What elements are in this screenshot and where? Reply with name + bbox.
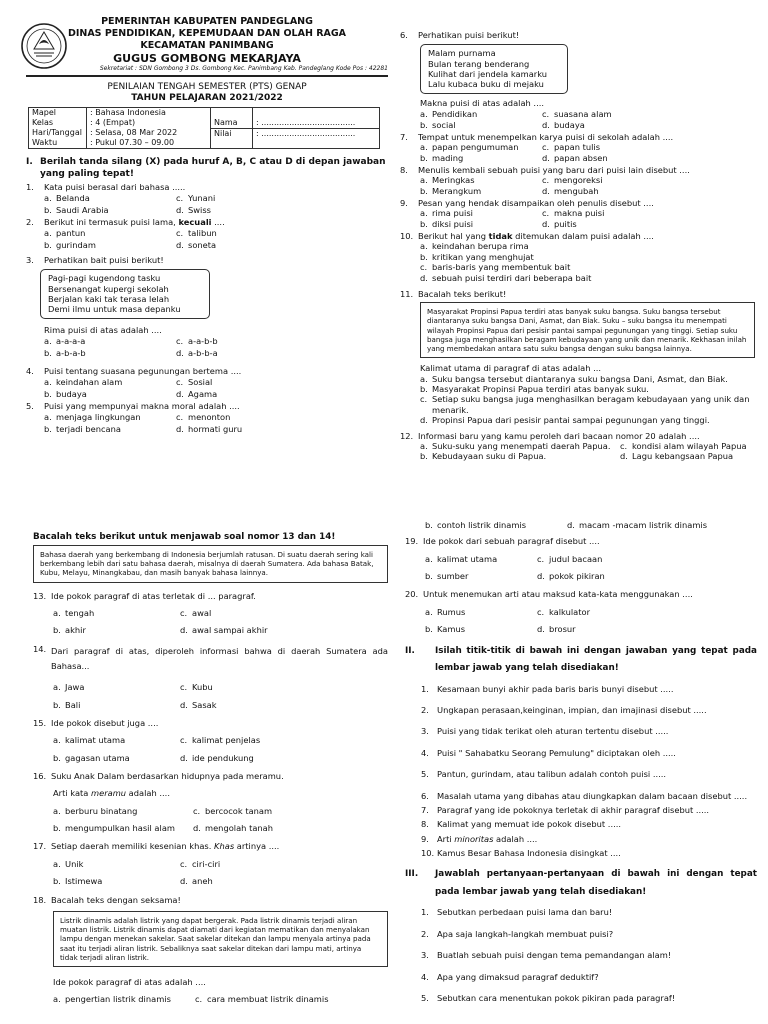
fill-item-number: 1. [421,683,429,694]
option[interactable]: brosur [549,624,576,635]
fill-item-text: Paragraf yang ide pokoknya terletak di akhir paragraf disebut ..... [437,804,710,815]
option[interactable]: kalimat utama [437,553,498,564]
fill-item [405,834,757,844]
option[interactable]: Jawa [65,682,85,693]
option[interactable]: Saudi Arabia [56,204,109,215]
poem-box-6: Malam purnama Bulan terang benderang Kulihat dari jendela kamarku Lalu kubaca buku di mejaku [420,44,568,93]
question-10: 10. Berikut hal yang tidak ditemukan dalam puisi adalah .... [400,231,654,242]
option[interactable]: Istimewa [65,876,103,887]
option[interactable]: rima puisi [432,208,473,219]
question-4: 4. Puisi tentang suasana pegunungan bertema .... [26,365,242,376]
fill-item-text: Kalimat yang memuat ide pokok disebut ..... [437,819,621,830]
option[interactable]: papan tulis [554,142,601,153]
fill-item [405,748,757,758]
fill-item-number: 9. [421,833,429,844]
sekretariat: Sekretariat : SDN Gombong 3 Ds. Gombong Kec. Panimbang Kab. Pandeglang Kode Pos : 42281 [26,65,388,77]
fill-item-number: 10. [421,847,435,858]
fill-item [405,684,757,694]
option[interactable]: mading [432,152,464,163]
fill-item [405,819,757,829]
fill-item-number: 5. [421,769,429,780]
option[interactable]: a-a-b-b [188,336,218,347]
question-16: 16. Suku Anak Dalam berdasarkan hidupnya pada meramu. [33,771,284,782]
option[interactable]: Setiap suku bangsa juga menghasilkan beragam kebudayaan yang unik dan menarik. [432,394,750,415]
fill-item-number: 3. [421,726,429,737]
section-2-heading: II. Isilah titik-titik di bawah ini dengan jawaban yang tepat pada lembar jawab yang telah disediakan! [405,643,757,678]
option[interactable]: Suku bangsa tersebut diantaranya suku bangsa Dani, Asmat, dan Biak. [432,373,728,384]
fill-item [405,993,757,1003]
question-7: 7. Tempat untuk menempelkan karya puisi di sekolah adalah .... [400,131,674,142]
exam-year: TAHUN PELAJARAN 2021/2022 [131,93,283,104]
nilai-label: Nilai [211,128,253,149]
fill-item-text: Apa saja langkah-langkah membuat puisi? [437,928,614,939]
option[interactable]: a-b-a-b [56,347,86,358]
option[interactable]: social [432,119,456,130]
section-1-heading: I. Berilah tanda silang (X) pada huruf A, B, C atau D di depan jawaban yang paling tepat! [26,157,388,180]
question-19: 19. Ide pokok dari sebuah paragraf disebut .... [405,536,600,547]
letterhead-line1: PEMERINTAH KABUPATEN PANDEGLANG [101,16,313,27]
kelas-value: : 4 (Empat) [87,118,211,128]
question-2: 2. Berikut ini termasuk puisi lama, kecuali .... [26,216,225,227]
fill-item [405,805,757,815]
fill-item [405,726,757,736]
option[interactable]: soneta [188,239,217,250]
question-18: 18. Bacalah teks dengan seksama! [33,894,181,905]
option[interactable]: Masyarakat Propinsi Papua terdiri atas banyak suku. [432,384,649,395]
fill-item-number: 4. [421,747,429,758]
question-5: 5. Puisi yang mempunyai makna moral adalah .... [26,400,240,411]
option[interactable]: Sasak [192,699,217,710]
option[interactable]: mengolah tanah [205,823,274,834]
option[interactable]: cara membuat listrik dinamis [207,994,329,1005]
option[interactable]: a-a-a-a [56,336,86,347]
option[interactable]: Kubu [192,682,213,693]
option[interactable]: a-b-b-a [188,347,218,358]
fill-item-text: Puisi yang tidak terikat oleh aturan tertentu disebut ..... [437,726,669,737]
fill-item-text: Apa yang dimaksud paragraf deduktif? [437,971,599,982]
question-20: 20. Untuk menemukan arti atau maksud kata-kata menggunakan .... [405,589,693,600]
option[interactable]: tengah [65,608,95,618]
option[interactable]: mengumpulkan hasil alam [65,823,175,834]
reading-box-11: Masyarakat Propinsi Papua terdiri atas banyak suku bangsa. Suku bangsa tersebut diantaranya suku bangsa Dani, Asmat, dan Biak. Suku – suku bangsa itu menempati wilayah Propinsi Papua dari pesisir pantai sampai pegunungan yang tinggi. Setiap suku bangsa juga menghasilkan beragam kebudayaan yang unik dan menarik. Kekhasan inilah yang membedakan antara satu suku bangsa dengan suku bangsa lainnya. [420,302,755,358]
reading-box-13: Bahasa daerah yang berkembang di Indonesia berjumlah ratusan. Di suatu daerah sering kali berkembang lebih dari satu bahasa daerah, misalnya di daerah Sumatera. Ada bahasa Batak, Kubu, Melayu, Minangkabau, dan masih banyak bahasa lainnya. [33,545,388,583]
option[interactable]: kondisi alam wilayah Papua [632,440,747,451]
fill-item-text: Pantun, gurindam, atau talibun adalah contoh puisi ..... [437,769,667,780]
section-1-title: Berilah tanda silang (X) pada huruf A, B, C atau D di depan jawaban yang paling tepat! [40,157,386,179]
option[interactable]: macam -macam listrik dinamis [579,520,708,530]
waktu-label: Waktu [29,138,87,149]
option[interactable]: pantun [56,228,86,239]
option[interactable]: Agama [188,388,218,399]
fill-item-number: 8. [421,819,429,830]
fill-item-number: 4. [421,971,429,982]
bottom-page [0,512,768,1024]
option[interactable]: Yunani [188,193,216,204]
fill-item-number: 2. [421,928,429,939]
option[interactable]: kalkulator [549,606,590,617]
question-14: 14. Dari paragraf di atas, diperoleh informasi bahwa di daerah Sumatera ada Bahasa... [33,643,388,672]
option[interactable]: Suku-suku yang menempati daerah Papua. [432,440,611,451]
option[interactable]: mengoreksi [554,175,603,186]
option[interactable]: Merangkum [432,185,482,196]
option[interactable]: Kebudayaan suku di Papua. [432,451,547,462]
question-1: 1. Kata puisi berasal dari bahasa ..... [26,181,186,192]
mapel-label: Mapel [29,108,87,119]
letterhead: PEMERINTAH KABUPATEN PANDEGLANG DINAS PENDIDIKAN, KEPEMUDAAN DAN OLAH RAGA KECAMATAN PANIMBANG GUGUS GOMBONG MEKARJAYA Sekretariat : SDN Gombong 3 Ds. Gombong Kec. Panimbang Kab. Pandeglang Kode Pos : 42281 PENILAIAN TENGAH SEMESTER (PTS) GENAP TAHUN PELAJARAN 2021/2022 Mapel : Bahasa Indonesia Nama : ..................................... Kelas : 4 (Empat) Hari/Tanggal : Selasa, 08 Mar 2022 Nilai : ..................................... Waktu : Pukul 07.30 – 09.00 I. Berilah tanda silang (X) pada huruf A, B, C atau D di depan jawaban yang paling tepat! 1. Kata puisi berasal dari bahasa ..... a. Belanda c. Yunani b. Saudi Arabia d. Swiss 2. Berikut ini termasuk puisi lama, kecuali .... a. pantun c. talibun b. gurindam d. soneta 3. Perhatikan bait puisi berikut! Pagi-pagi kugendong tasku Bersenangat kupergi sekolah Berjalan kaki tak terasa lelah Demi ilmu untuk masa depanku Rima puisi di atas adalah .... a. a-a-a-a c. a-a-b-b b. a-b-a-b d. a-b-b-a 4. Puisi tentang suasana pegunungan bertema .... a. keindahan alam c. Sosial b. budaya d. Agama 5. Puisi yang mempunyai makna moral adalah .... a. menjaga lingkungan c. menonton b. terjadi bencana d. hormati guru [26,16,388,434]
option[interactable]: contoh listrik dinamis [437,520,527,530]
top-page [0,0,768,510]
option[interactable]: talibun [188,228,217,239]
option[interactable]: Meringkas [432,175,475,186]
option[interactable]: Propinsi Papua dari pesisir pantai sampai pegunungan yang tinggi. [432,415,710,426]
fill-item-number: 1. [421,907,429,918]
hari-value: : Selasa, 08 Mar 2022 [87,128,211,138]
option[interactable]: gagasan utama [65,752,130,763]
fill-item [405,791,757,801]
reading-13-title: Bacalah teks berikut untuk menjawab soal nomor 13 dan 14! [33,532,336,542]
option[interactable]: berburu binatang [65,805,138,816]
option[interactable]: terjadi bencana [56,423,121,434]
fill-item-number: 2. [421,705,429,716]
question-6: 6. Perhatikan puisi berikut! [400,30,520,40]
fill-item [405,929,757,939]
option[interactable]: keindahan berupa rima [432,241,529,252]
option[interactable]: puitis [554,218,577,229]
option[interactable]: awal sampai akhir [192,625,268,636]
exam-title: PENILAIAN TENGAH SEMESTER (PTS) GENAP [107,81,307,92]
fill-item [405,848,757,858]
waktu-value: : Pukul 07.30 – 09.00 [87,138,211,149]
question-13: 13. Ide pokok paragraf di atas terletak di ... paragraf. [33,590,256,601]
fill-item [405,950,757,960]
option[interactable]: Kamus [437,624,466,635]
question-9: 9. Pesan yang hendak disampaikan oleh penulis disebut .... [400,198,654,209]
option[interactable]: keindahan alam [56,377,123,388]
mapel-value: : Bahasa Indonesia [87,108,211,119]
option[interactable]: pokok pikiran [549,571,605,582]
fill-item-text: Kamus Besar Bahasa Indonesia disingkat .... [437,847,621,858]
question-17: 17. Setiap daerah memiliki kesenian khas. Khas artinya .... [33,841,280,852]
section-3-heading: III. Jawablah pertanyaan-pertanyaan di bawah ini dengan tepat pada lembar jawab yang telah disediakan! [405,866,757,901]
option[interactable]: sumber [437,571,469,582]
letterhead-line2: DINAS PENDIDIKAN, KEPEMUDAAN DAN OLAH RAGA [67,27,347,39]
option[interactable]: sebuah puisi terdiri dari beberapa bait [432,272,592,283]
option[interactable]: Pendidikan [432,109,478,120]
option[interactable]: Bali [65,699,81,710]
option[interactable]: pengertian listrik dinamis [65,994,171,1005]
fill-item-text: Sebutkan cara menentukan pokok pikiran pada paragraf! [437,992,676,1003]
option[interactable]: awal [192,608,212,618]
option[interactable]: Rumus [437,606,466,617]
question-12: 12. Informasi baru yang kamu peroleh dari bacaan nomor 20 adalah .... [400,430,700,441]
question-1-options: a. Belanda c. Yunani [26,193,388,203]
fill-item [405,769,757,779]
option[interactable]: kalimat penjelas [192,735,261,746]
fill-item-text: Ungkapan perasaan,keinginan, impian, dan imajinasi disebut ..... [437,705,707,716]
option[interactable]: budaya [56,388,87,399]
option[interactable]: budaya [554,119,585,130]
option[interactable]: baris-baris yang membentuk bait [432,262,571,273]
fill-item [405,907,757,917]
nama-label: Nama [211,108,253,129]
option[interactable]: Belanda [56,193,90,204]
nilai-value[interactable]: : ..................................... [253,128,380,149]
section-3-title: Jawablah pertanyaan-pertanyaan di bawah ini dengan tepat pada lembar jawab yang telah disediakan! [435,869,757,897]
fill-item-text: Kesamaan bunyi akhir pada baris baris bunyi disebut ..... [437,683,674,694]
fill-item-number: 7. [421,804,429,815]
reading-box-18: Listrik dinamis adalah listrik yang dapat bergerak. Pada listrik dinamis terjadi aliran muatan listrik. Listrik dinamis dapat diamati dari kegiatan mematikan dan menyalakan lampu dengan menekan sakelar. Saat sakelar ditekan dan lampu menyala artinya pada saat itu terjadi aliran listrik. Sebaliknya saat sakelar ditekan dari lampu mati, artinya tidak terjadi aliran listrik. [53,911,388,967]
option[interactable]: suasana alam [554,109,612,120]
option[interactable]: gurindam [56,239,96,250]
option[interactable]: akhir [65,625,86,636]
question-11: 11. Bacalah teks berikut! [400,288,507,299]
option[interactable]: diksi puisi [432,218,474,229]
nama-value[interactable]: : ..................................... [253,108,380,129]
right-column-top: 6. Perhatikan puisi berikut! Malam purnama Bulan terang benderang Kulihat dari jendela kamarku Lalu kubaca buku di mejaku Makna puisi di atas adalah .... a. Pendidikan c. suasana alam b. social d. budaya 7. Tempat untuk menempelkan karya puisi di sekolah adalah .... a. papan pengumuman c. papan tulis b. mading d. papan absen 8. Menulis kembali sebuah puisi yang baru dari puisi lain disebut .... a. Meringkas c. mengoreksi b. Merangkum d. mengubah 9. Pesan yang hendak disampaikan oleh penulis disebut .... a. rima puisi c. makna puisi b. diksi puisi d. puitis 10. Berikut hal yang tidak ditemukan dalam puisi adalah .... a. keindahan berupa rima b. kritikan yang menghujat c. baris-baris yang membentuk bait d. sebuah puisi terdiri dari beberapa bait 11. Bacalah teks berikut! Masyarakat Propinsi Papua terdiri atas banyak suku bangsa. Suku bangsa tersebut diantaranya suku bangsa Dani, Asmat, dan Biak. Suku – suku bangsa itu menempati wilayah Propinsi Papua dari pesisir pantai sampai pegunungan yang tinggi. Setiap suku bangsa juga menghasilkan beragam kebudayaan yang unik dan menarik. Kekhasan inilah yang membedakan antara satu suku bangsa dengan suku bangsa lainnya. Kalimat utama di paragraf di atas adalah ... a. Suku bangsa tersebut diantaranya suku bangsa Dani, Asmat, dan Biak. b. Masyarakat Propinsi Papua terdiri atas banyak suku. c. Setiap suku bangsa juga menghasilkan beragam kebudayaan yang unik dan menarik. d. Propinsi Papua dari pesisir pantai sampai pegunungan yang tinggi. 12. Informasi baru yang kamu peroleh dari bacaan nomor 20 adalah .... a. Suku-suku yang menempati daerah Papua. c. kondisi alam wilayah Papua b. Kebudayaan suku di Papua. d. Lagu kebangsaan Papua [400,28,755,462]
section-2-title: Isilah titik-titik di bawah ini dengan jawaban yang tepat pada lembar jawab yang telah disediakan! [435,645,757,674]
option[interactable]: judul bacaan [549,553,603,564]
option[interactable]: Lagu kebangsaan Papua [632,451,734,462]
info-table [28,107,380,149]
fill-item-text: Arti minoritas adalah .... [437,833,538,844]
option[interactable]: Sosial [188,377,213,388]
fill-item-text: Masalah utama yang dibahas atau diungkapkan dalam bacaan disebut ..... [437,790,748,801]
fill-item [405,705,757,715]
option[interactable]: ide pendukung [192,752,254,763]
fill-item-text: Buatlah sebuah puisi dengan tema pemandangan alam! [437,950,672,961]
option[interactable]: Swiss [188,204,212,215]
fill-item-number: 3. [421,950,429,961]
left-column-bottom: Bacalah teks berikut untuk menjawab soal nomor 13 dan 14! Bahasa daerah yang berkembang di Indonesia berjumlah ratusan. Di suatu daerah sering kali berkembang lebih dari satu bahasa daerah, misalnya di daerah Sumatera. Ada bahasa Batak, Kubu, Melayu, Minangkabau, dan masih banyak bahasa lainnya. 13. Ide pokok paragraf di atas terletak di ... paragraf. a. tengah c. awal b. akhir d. awal sampai akhir 14. Dari paragraf di atas, diperoleh informasi bahwa di daerah Sumatera ada Bahasa... a. Jawa c. Kubu b. Bali d. Sasak 15. Ide pokok disebut juga .... a. kalimat utama c. kalimat penjelas b. gagasan utama d. ide pendukung 16. Suku Anak Dalam berdasarkan hidupnya pada meramu. Arti kata meramu adalah .... a. berburu binatang c. bercocok tanam b. mengumpulkan hasil alam d. mengolah tanah 17. Setiap daerah memiliki kesenian khas. Khas artinya .... a. Unik c. ciri-ciri b. Istimewa d. aneh 18. Bacalah teks dengan seksama! Listrik dinamis adalah listrik yang dapat bergerak. Pada listrik dinamis terjadi aliran muatan listrik. Listrik dinamis dapat diamati dari kegiatan mematikan dan menyalakan lampu dengan menekan sakelar. Saat sakelar ditekan dan lampu menyala artinya pada saat itu terjadi aliran listrik. Sebaliknya saat sakelar ditekan dari lampu mati, artinya tidak terjadi aliran listrik. Ide pokok paragraf di atas adalah .... a. pengertian listrik dinamis c. cara membuat listrik dinamis [33,532,388,1005]
hari-label: Hari/Tanggal [29,128,87,138]
section-3-list [405,907,757,1003]
option[interactable]: kalimat utama [65,735,126,746]
fill-item-number: 6. [421,790,429,801]
section-2-list [405,684,757,859]
option[interactable]: menonton [188,412,231,423]
fill-item-number: 5. [421,992,429,1003]
option[interactable]: kritikan yang menghujat [432,251,534,262]
right-column-bottom: b. contoh listrik dinamis d. macam -macam listrik dinamis 19. Ide pokok dari sebuah paragraf disebut .... a. kalimat utama c. judul bacaan b. sumber d. pokok pikiran 20. Untuk menemukan arti atau maksud kata-kata menggunakan .... a. Rumus c. kalkulator b. Kamus d. brosur II. Isilah titik-titik di bawah ini dengan jawaban yang tepat pada lembar jawab yang telah disediakan! 1. Kesamaan bunyi akhir pada baris baris bunyi disebut ..... 2. Ungkapan perasaan,keinginan, impian, dan imajinasi disebut ..... 3. Puisi yang tidak terikat oleh aturan tertentu disebut ..... 4. Puisi " Sahabatku Seorang Pemulung" diciptakan oleh ..... 5. Pantun, gurindam, atau talibun adalah contoh puisi ..... 6. Masalah utama yang dibahas atau diungkapkan dalam bacaan disebut ..... 7. Paragraf yang ide pokoknya terletak di akhir paragraf disebut ..... 8. Kalimat yang memuat ide pokok disebut ..... 9. Arti minoritas adalah .... 10. Kamus Besar Bahasa Indonesia disingkat .... III. Jawablah pertanyaan-pertanyaan di bawah ini dengan tepat pada lembar jawab yang telah disediakan! 1. Sebutkan perbedaan puisi lama dan baru! 2. Apa saja langkah-langkah membuat puisi? 3. Buatlah sebuah puisi dengan tema pemandangan alam! 4. Apa yang dimaksud paragraf deduktif? 5. Sebutkan cara menentukan pokok pikiran pada paragraf! [405,520,757,1003]
poem-box-3: Pagi-pagi kugendong tasku Bersenangat kupergi sekolah Berjalan kaki tak terasa lelah Demi ilmu untuk masa depanku [40,269,210,318]
question-15: 15. Ide pokok disebut juga .... [33,717,159,728]
option[interactable]: ciri-ciri [192,858,221,869]
option[interactable]: papan absen [554,152,608,163]
letterhead-line4: GUGUS GOMBONG MEKARJAYA [113,51,301,65]
option[interactable]: hormati guru [188,423,243,434]
option[interactable]: makna puisi [554,208,605,219]
question-3: 3. Perhatikan bait puisi berikut! [26,255,164,266]
option[interactable]: mengubah [554,185,599,196]
letterhead-line3: KECAMATAN PANIMBANG [140,39,274,51]
option[interactable]: Unik [65,858,84,869]
option[interactable]: aneh [192,876,213,887]
question-8: 8. Menulis kembali sebuah puisi yang baru dari puisi lain disebut .... [400,164,690,175]
fill-item-text: Sebutkan perbedaan puisi lama dan baru! [437,907,613,918]
option[interactable]: bercocok tanam [205,805,273,816]
option[interactable]: menjaga lingkungan [56,412,141,423]
fill-item [405,972,757,982]
option[interactable]: papan pengumuman [432,142,519,153]
kelas-label: Kelas [29,118,87,128]
fill-item-text: Puisi " Sahabatku Seorang Pemulung" diciptakan oleh ..... [437,747,676,758]
